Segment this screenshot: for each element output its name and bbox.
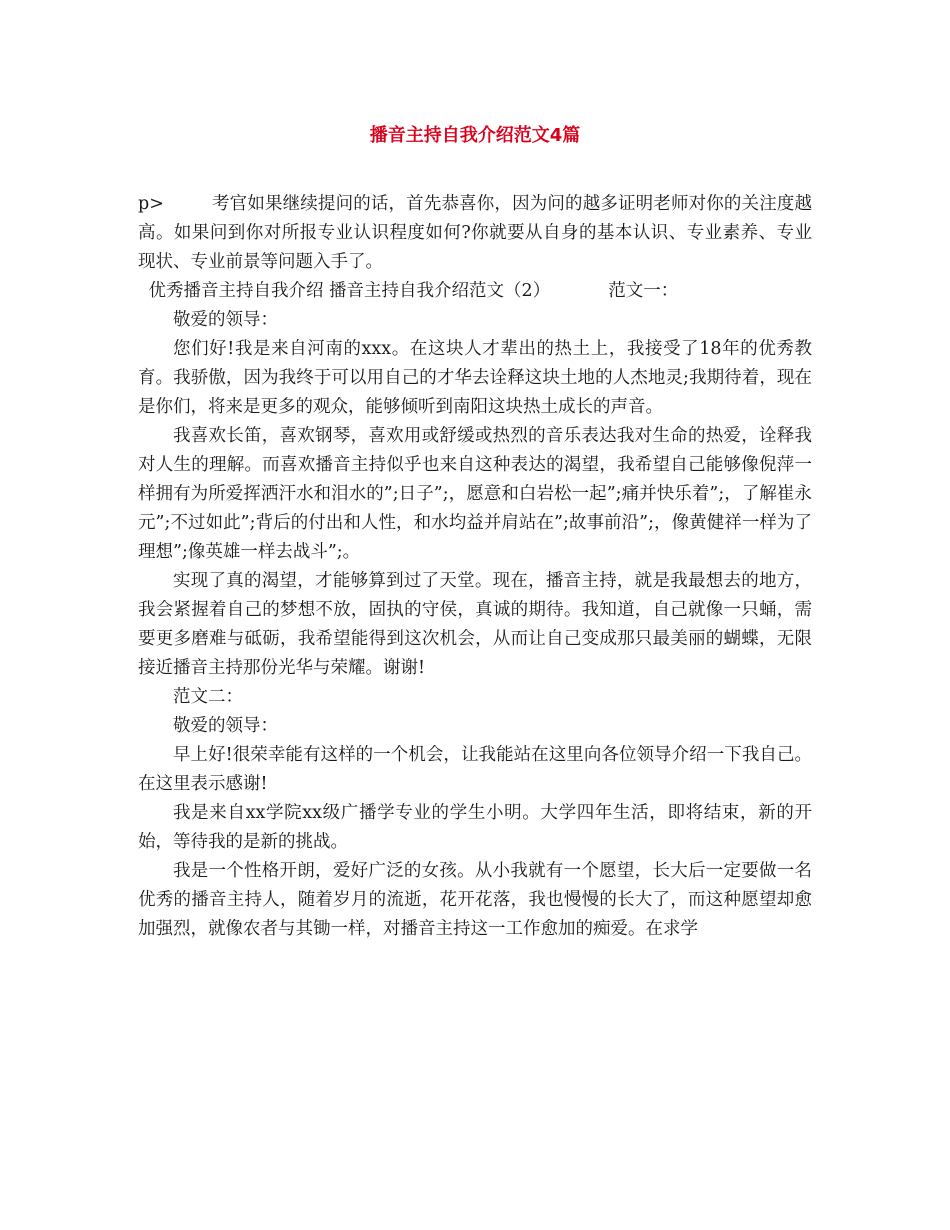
body-paragraph: 早上好!很荣幸能有这样的一个机会，让我能站在这里向各位领导介绍一下我自己。在这里表示感谢! bbox=[138, 745, 812, 794]
document-body bbox=[138, 190, 812, 944]
body-paragraph: 实现了真的渴望，才能够算到过了天堂。现在，播音主持，就是我最想去的地方，我会紧握着自己的梦想不放，固执的守侯，真诚的期待。我知道，自己就像一只蛹，需要更多磨难与砥砺，我希望能得到这次机会，从而让自己变成那只最美丽的蝴蝶，无限接近播音主持那份光华与荣耀。谢谢! bbox=[138, 571, 812, 678]
salutation: 敬爱的领导： bbox=[173, 716, 278, 736]
intro-text: 考官如果继续提问的话，首先恭喜你，因为问的越多证明老师对你的关注度越高。如果问到你对所报专业认识程度如何?你就要从自身的基本认识、专业素养、专业现状、专业前景等问题入手了。 bbox=[138, 194, 812, 272]
intro-paragraph bbox=[138, 190, 812, 277]
body-paragraph: 我喜欢长笛，喜欢钢琴，喜欢用或舒缓或热烈的音乐表达我对生命的热爱，诠释我对人生的理解。而喜欢播音主持似乎也来自这种表达的渴望，我希望自己能够像倪萍一样拥有为所爱挥洒汗水和泪水的”;日子”;，愿意和白岩松一起”;痛并快乐着”;，了解崔永元”;不过如此”;背后的付出和人性，和水均益并肩站在”;故事前沿”;，像黄健祥一样为了理想”;像英雄一样去战斗”;。 bbox=[138, 426, 812, 562]
headline-left: 优秀播音主持自我介绍 播音主持自我介绍范文（2） bbox=[148, 281, 551, 301]
section-headline bbox=[138, 277, 812, 306]
body-paragraph: 我是来自xx学院xx级广播学专业的学生小明。大学四年生活，即将结束，新的开始，等待我的是新的挑战。 bbox=[138, 803, 812, 852]
section-label: 范文二： bbox=[173, 687, 243, 707]
body-paragraph: 您们好!我是来自河南的xxx。在这块人才辈出的热土上，我接受了18年的优秀教育。我骄傲，因为我终于可以用自己的才华去诠释这块土地的人杰地灵;我期待着，现在是你们，将来是更多的观众，能够倾听到南阳这块热土成长的声音。 bbox=[138, 339, 812, 417]
salutation: 敬爱的领导： bbox=[173, 310, 278, 330]
intro-prefix: p> bbox=[138, 194, 164, 214]
body-paragraph: 我是一个性格开朗，爱好广泛的女孩。从小我就有一个愿望，长大后一定要做一名优秀的播音主持人，随着岁月的流逝，花开花落，我也慢慢的长大了，而这种愿望却愈加强烈，就像农者与其锄一样，对播音主持这一工作愈加的痴爱。在求学 bbox=[138, 861, 812, 939]
document-title: 播音主持自我介绍范文4篇 bbox=[369, 125, 581, 146]
headline-right: 范文一： bbox=[608, 281, 679, 301]
